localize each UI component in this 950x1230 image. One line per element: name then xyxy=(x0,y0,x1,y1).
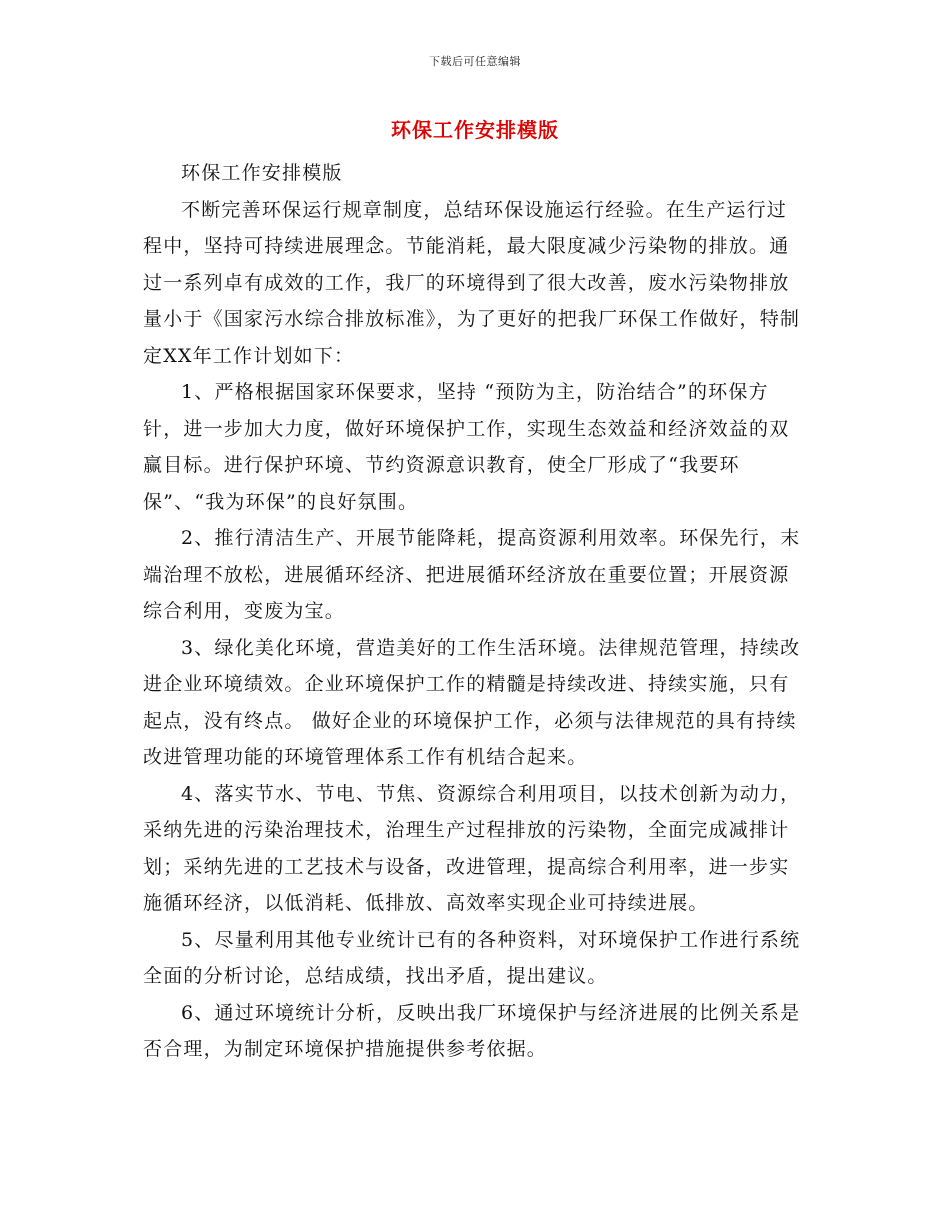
paragraph-item-5: 5、尽量利用其他专业统计已有的各种资料，对环境保护工作进行系统全面的分析讨论，总结成绩，找出矛盾，提出建议。 xyxy=(143,928,801,987)
paragraph-item-6: 6、通过环境统计分析，反映出我厂环境保护与经济进展的比例关系是否合理，为制定环境保护措施提供参考依据。 xyxy=(143,1001,801,1060)
paragraph-subtitle: 环保工作安排模版 xyxy=(181,162,343,184)
document-body xyxy=(143,155,803,1068)
paragraph-item-2: 2、推行清洁生产、开展节能降耗，提高资源利用效率。环保先行，末端治理不放松，进展循环经济、把进展循环经济放在重要位置；开展资源综合利用，变废为宝。 xyxy=(143,527,801,622)
paragraph-item-3: 3、绿化美化环境，营造美好的工作生活环境。法律规范管理，持续改进企业环境绩效。企业环境保护工作的精髓是持续改进、持续实施，只有起点，没有终点。 做好企业的环境保护工作，必须与法律规范的具有持续改进管理功能的环境管理体系工作有机结合起来。 xyxy=(143,636,801,768)
header-note: 下载后可任意编辑 xyxy=(429,55,521,68)
paragraph-item-1: 1、严格根据国家环保要求，坚持 “预防为主，防治结合”的环保方针，进一步加大力度，做好环境保护工作，实现生态效益和经济效益的双赢目标。进行保护环境、节约资源意识教育，使全厂形成了“我要环保”、“我为环保”的良好氛围。 xyxy=(143,381,790,513)
paragraph-intro: 不断完善环保运行规章制度，总结环保设施运行经验。在生产运行过程中，坚持可持续进展理念。节能消耗，最大限度减少污染物的排放。通过一系列卓有成效的工作，我厂的环境得到了很大改善，废水污染物排放量小于《国家污水综合排放标准》，为了更好的把我厂环保工作做好，特制定XX年工作计划如下： xyxy=(143,198,801,367)
paragraph-item-4: 4、落实节水、节电、节焦、资源综合利用项目，以技术创新为动力，采纳先进的污染治理技术，治理生产过程排放的污染物，全面完成减排计划；采纳先进的工艺技术与设备，改进管理，提高综合利用率，进一步实施循环经济，以低消耗、低排放、高效率实现企业可持续进展。 xyxy=(143,782,801,914)
document-title: 环保工作安排模版 xyxy=(391,118,559,142)
